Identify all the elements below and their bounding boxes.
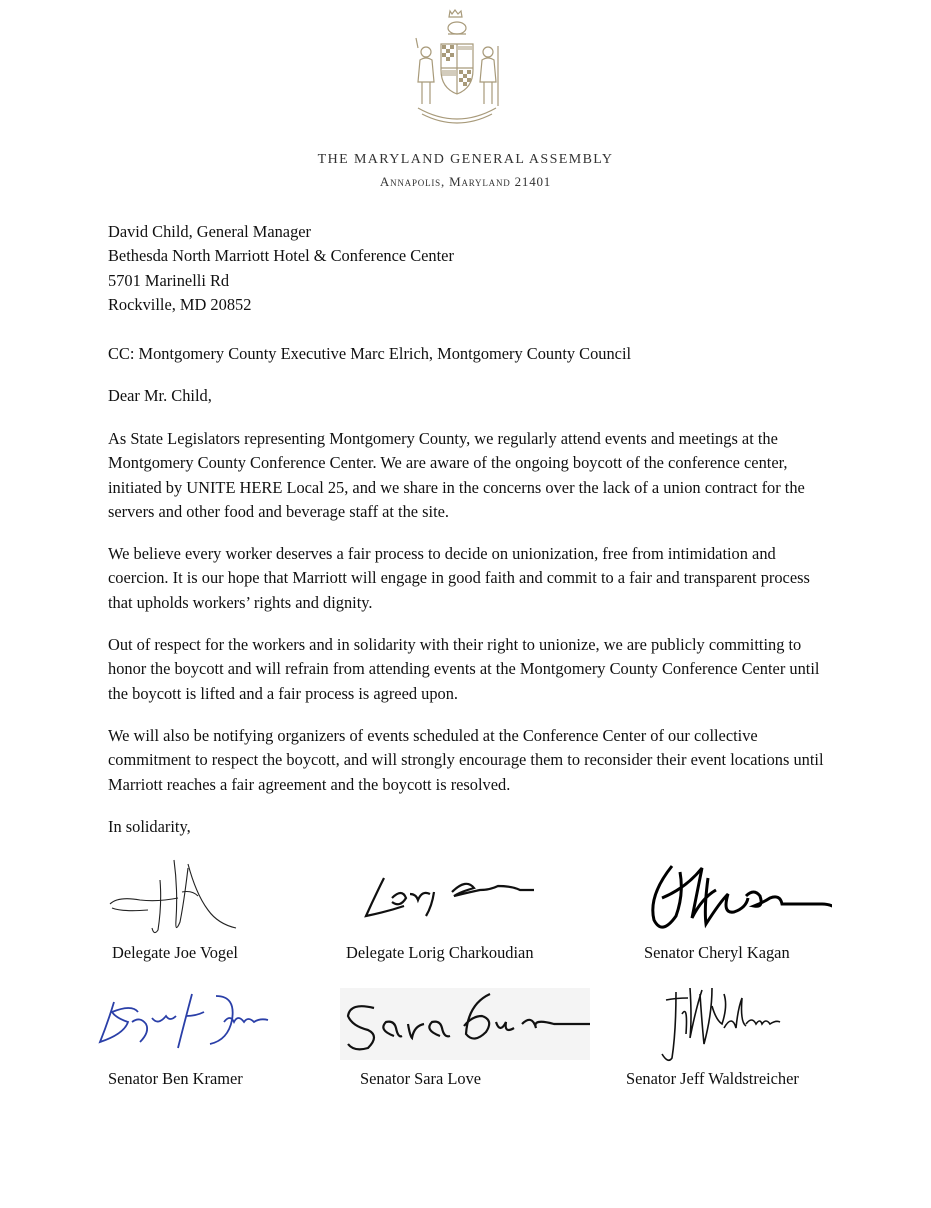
body-paragraph: We believe every worker deserves a fair process to decide on unionization, free from intimidation and coercion. It is our hope that Marriott will engage in good faith and commit to a fair and transparent process that upholds workers’ rights and dignity. — [108, 544, 810, 612]
recipient-line: 5701 Marinelli Rd — [108, 270, 230, 290]
signature-ben-kramer-icon — [96, 988, 276, 1058]
maryland-great-seal-icon — [408, 8, 506, 130]
letterhead-subtitle: Annapolis, Maryland 21401 — [379, 174, 552, 189]
signature-joe-vogel-icon — [108, 852, 248, 942]
signatory-name: Senator Ben Kramer — [108, 1069, 243, 1088]
signatory-name: Senator Cheryl Kagan — [644, 943, 790, 962]
body-paragraph: As State Legislators representing Montgomery County, we regularly attend events and meetings at the Montgomery County Conference Center. We are aware of the ongoing boycott of the conference center, initiated by UNITE HERE Local 25, and we share in the concerns over the lack of a union contract for the servers and other food and beverage staff at the site. — [108, 429, 805, 522]
letterhead-title: THE MARYLAND GENERAL ASSEMBLY — [317, 152, 614, 167]
recipient-line: Bethesda North Marriott Hotel & Conference Center — [108, 246, 454, 266]
signature-cheryl-kagan-icon — [642, 858, 832, 938]
body-paragraph: Out of respect for the workers and in solidarity with their right to unionize, we are publicly committing to honor the boycott and will refrain from attending events at the Montgomery County Conference Center until the boycott is lifted and a fair process is agreed upon. — [108, 635, 820, 703]
signatory-name: Senator Sara Love — [360, 1069, 482, 1088]
salutation: Dear Mr. Child, — [108, 386, 212, 405]
closing: In solidarity, — [108, 817, 191, 836]
cc-line: CC: Montgomery County Executive Marc Elrich, Montgomery County Council — [108, 344, 632, 363]
signatory-name: Delegate Lorig Charkoudian — [346, 943, 534, 962]
body-paragraph: We will also be notifying organizers of events scheduled at the Conference Center of our collective commitment to respect the boycott, and will strongly encourage them to reconsider their event locations until Marriott reaches a fair agreement and the boycott is resolved. — [108, 726, 824, 794]
signature-lorig-charkoudian-icon — [362, 868, 537, 928]
signature-jeff-waldstreicher-icon — [660, 984, 790, 1066]
signatory-name: Senator Jeff Waldstreicher — [626, 1069, 799, 1088]
recipient-line: Rockville, MD 20852 — [108, 295, 252, 315]
recipient-address — [108, 220, 828, 318]
signatory-name: Delegate Joe Vogel — [112, 943, 238, 962]
signature-sara-love-icon — [340, 988, 590, 1060]
recipient-line: David Child, General Manager — [108, 222, 311, 241]
